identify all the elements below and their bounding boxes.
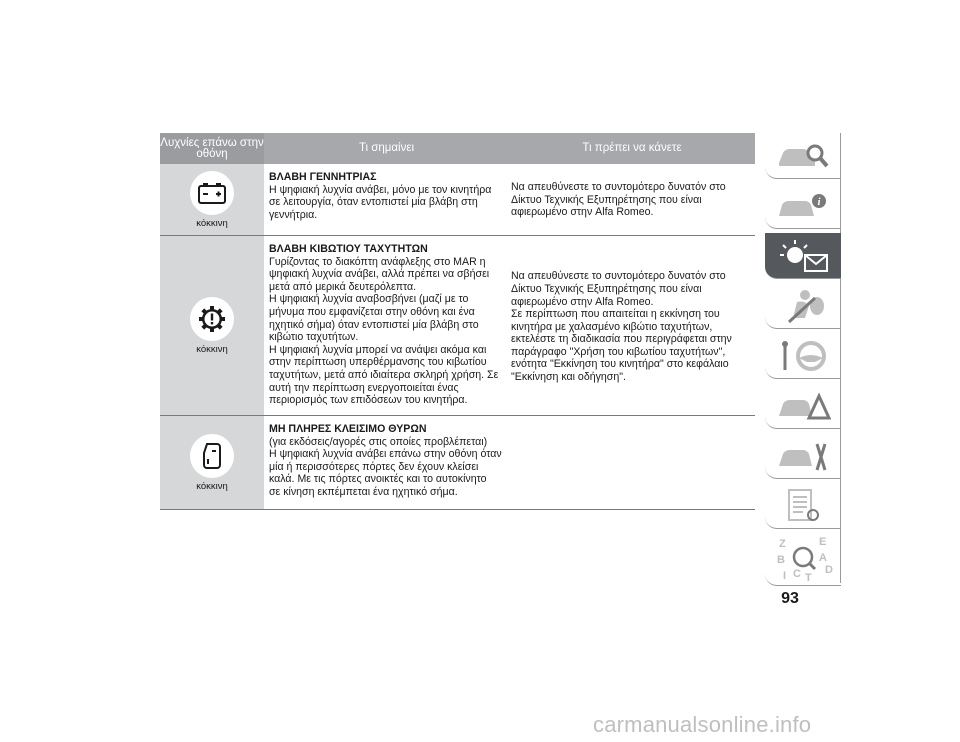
header-meaning: Τι σημαίνει <box>358 142 415 154</box>
icon-cell <box>160 236 264 415</box>
meaning-line: αυτή την περίπτωση ενεργοποιείται ένας <box>269 381 459 394</box>
light-color: κόκκινη <box>196 217 228 229</box>
watermark: carmanualsonline.info <box>593 712 812 737</box>
meaning-line: σε κίνηση εκπέμπεται ένα ηχητικό σήμα. <box>269 485 458 498</box>
icon-cell <box>160 164 264 235</box>
action-line: Να απευθύνεστε το συντομότερο δυνατόν στο <box>511 181 726 193</box>
car-magnifier-icon <box>775 139 831 173</box>
action-line: εκτελέστε τη διαδικασία που περιγράφεται στην <box>511 333 732 346</box>
meaning-line: Γυρίζοντας το διακόπτη ανάφλεξης στο MAR η <box>269 255 486 268</box>
action-line: κινητήρα με χαλασμένο κιβώτιο ταχυτήτων, <box>511 320 713 333</box>
car-search-tab[interactable] <box>765 133 841 179</box>
meaning-line: μήνυμα που εμφανίζεται στην οθόνη και ένα <box>269 305 475 318</box>
gearbox-warning-icon <box>190 297 234 341</box>
action-line: αφιερωμένο στην Alfa Romeo. <box>511 206 654 219</box>
meaning-line: Η ψηφιακή λυχνία ανάβει επάνω στην οθόνη όταν <box>269 448 502 461</box>
car-wrench-icon <box>775 438 831 474</box>
header-action: Τι πρέπει να κάνετε <box>582 142 682 154</box>
meaning-cell <box>264 164 509 235</box>
meaning-line: ταχυτήτων, μετά από ιδιαίτερα σκληρή χρήση. Σε <box>269 368 499 381</box>
action-line: Να απευθύνεστε το συντομότερο δυνατόν στο <box>511 270 726 283</box>
meaning-line: μία ή περισσότερες πόρτες δεν έχουν κλείσει <box>269 460 479 473</box>
steering-wheel-icon <box>775 338 831 374</box>
index-letter: A <box>819 552 827 564</box>
action-line: αφιερωμένο στην Alfa Romeo. <box>511 295 654 308</box>
warning-lights-table <box>160 133 755 510</box>
action-line: Δίκτυο Τεχνικής Εξυπηρέτησης που είναι <box>511 282 702 295</box>
meaning-line: περιορισμός των επιδόσεων του κινητήρα. <box>269 394 468 407</box>
meaning-line: κιβώτιο ταχυτήτων. <box>269 331 359 344</box>
row-title: ΒΛΑΒΗ ΚΙΒΩΤΙΟΥ ΤΑΧΥΤΗΤΩΝ <box>269 243 428 255</box>
icon-cell <box>160 416 264 509</box>
action-line: ενότητα "Εκκίνηση του κινητήρα" στο κεφάλαιο <box>511 358 729 371</box>
light-color: κόκκινη <box>196 343 228 355</box>
maintenance-tab[interactable] <box>765 433 841 479</box>
action-cell <box>509 416 755 509</box>
safety-tab[interactable] <box>765 283 841 329</box>
meaning-line: (για εκδόσεις/αγορές στις οποίες προβλέπεται) <box>269 435 488 448</box>
index-letter: E <box>819 536 827 548</box>
meaning-cell <box>264 236 509 415</box>
meaning-line: ψηφιακή λυχνία ανάβει, αλλά πρέπει να σβήσει <box>269 268 490 281</box>
meaning-line: γεννήτρια. <box>269 208 318 221</box>
meaning-line: σε λειτουργία, όταν εντοπιστεί μία βλάβη στη <box>269 196 478 209</box>
door-open-icon <box>190 434 234 478</box>
emergency-tab[interactable] <box>765 383 841 429</box>
index-letter: T <box>805 572 812 583</box>
light-color: κόκκινη <box>196 480 228 492</box>
meaning-line: Η ψηφιακή λυχνία ανάβει, μόνο με τον κινητήρα <box>269 183 492 196</box>
car-info-icon <box>775 189 831 223</box>
index-letter: Z <box>779 538 786 550</box>
chapter-sidebar <box>765 133 841 590</box>
index-letter: C <box>793 568 801 580</box>
action-line: "Εκκίνηση και οδήγηση". <box>511 371 626 384</box>
battery-icon <box>190 171 234 215</box>
warning-lights-tab[interactable] <box>765 233 841 279</box>
meaning-line: Η ψηφιακή λυχνία αναβοσβήνει (μαζί με το <box>269 293 469 306</box>
driving-tab[interactable] <box>765 333 841 379</box>
action-line: παράγραφο "Χρήση του κιβωτίου ταχυτήτων", <box>511 345 726 358</box>
index-tab[interactable] <box>765 533 841 586</box>
table-row <box>160 236 755 416</box>
action-cell <box>509 236 755 415</box>
index-letter: I <box>783 570 787 582</box>
row-title: ΒΛΑΒΗ ΓΕΝΝΗΤΡΙΑΣ <box>269 171 377 183</box>
document-list-icon <box>775 487 831 525</box>
table-row <box>160 164 755 236</box>
meaning-line: καλά. Με τις πόρτες ανοικτές και το αυτοκίνητο <box>269 473 487 486</box>
index-letter: D <box>825 564 833 576</box>
header-lights: Λυχνίες επάνω στην οθόνη <box>160 133 264 164</box>
meaning-line: ηχητικό σήμα) όταν εντοπιστεί μία βλάβη στο <box>269 318 479 331</box>
action-line: Σε περίπτωση που απαιτείται η εκκίνηση του <box>511 308 720 321</box>
meaning-cell <box>264 416 509 509</box>
technical-data-tab[interactable] <box>765 483 841 529</box>
index-letter: B <box>777 554 785 566</box>
meaning-line: στην περίπτωση υπερθέρμανσης του κιβωτίου <box>269 356 487 369</box>
action-cell <box>509 164 755 235</box>
row-title: ΜΗ ΠΛΗΡΕΣ ΚΛΕΙΣΙΜΟ ΘΥΡΩΝ <box>269 423 427 435</box>
warning-light-message-icon <box>773 237 833 275</box>
meaning-line: μετά από μερικά δευτερόλεπτα. <box>269 280 417 293</box>
car-info-tab[interactable] <box>765 183 841 229</box>
table-row <box>160 416 755 510</box>
meaning-line: Η ψηφιακή λυχνία μπορεί να ανάψει ακόμα και <box>269 343 487 356</box>
seated-passenger-airbag-icon <box>775 288 831 324</box>
svg-text:i: i <box>817 195 821 208</box>
page-number: 93 <box>781 590 799 607</box>
alphabet-magnifier-icon <box>773 535 833 583</box>
car-warning-triangle-icon <box>775 388 831 424</box>
table-header <box>160 133 755 164</box>
action-line: Δίκτυο Τεχνικής Εξυπηρέτησης που είναι <box>511 193 702 206</box>
